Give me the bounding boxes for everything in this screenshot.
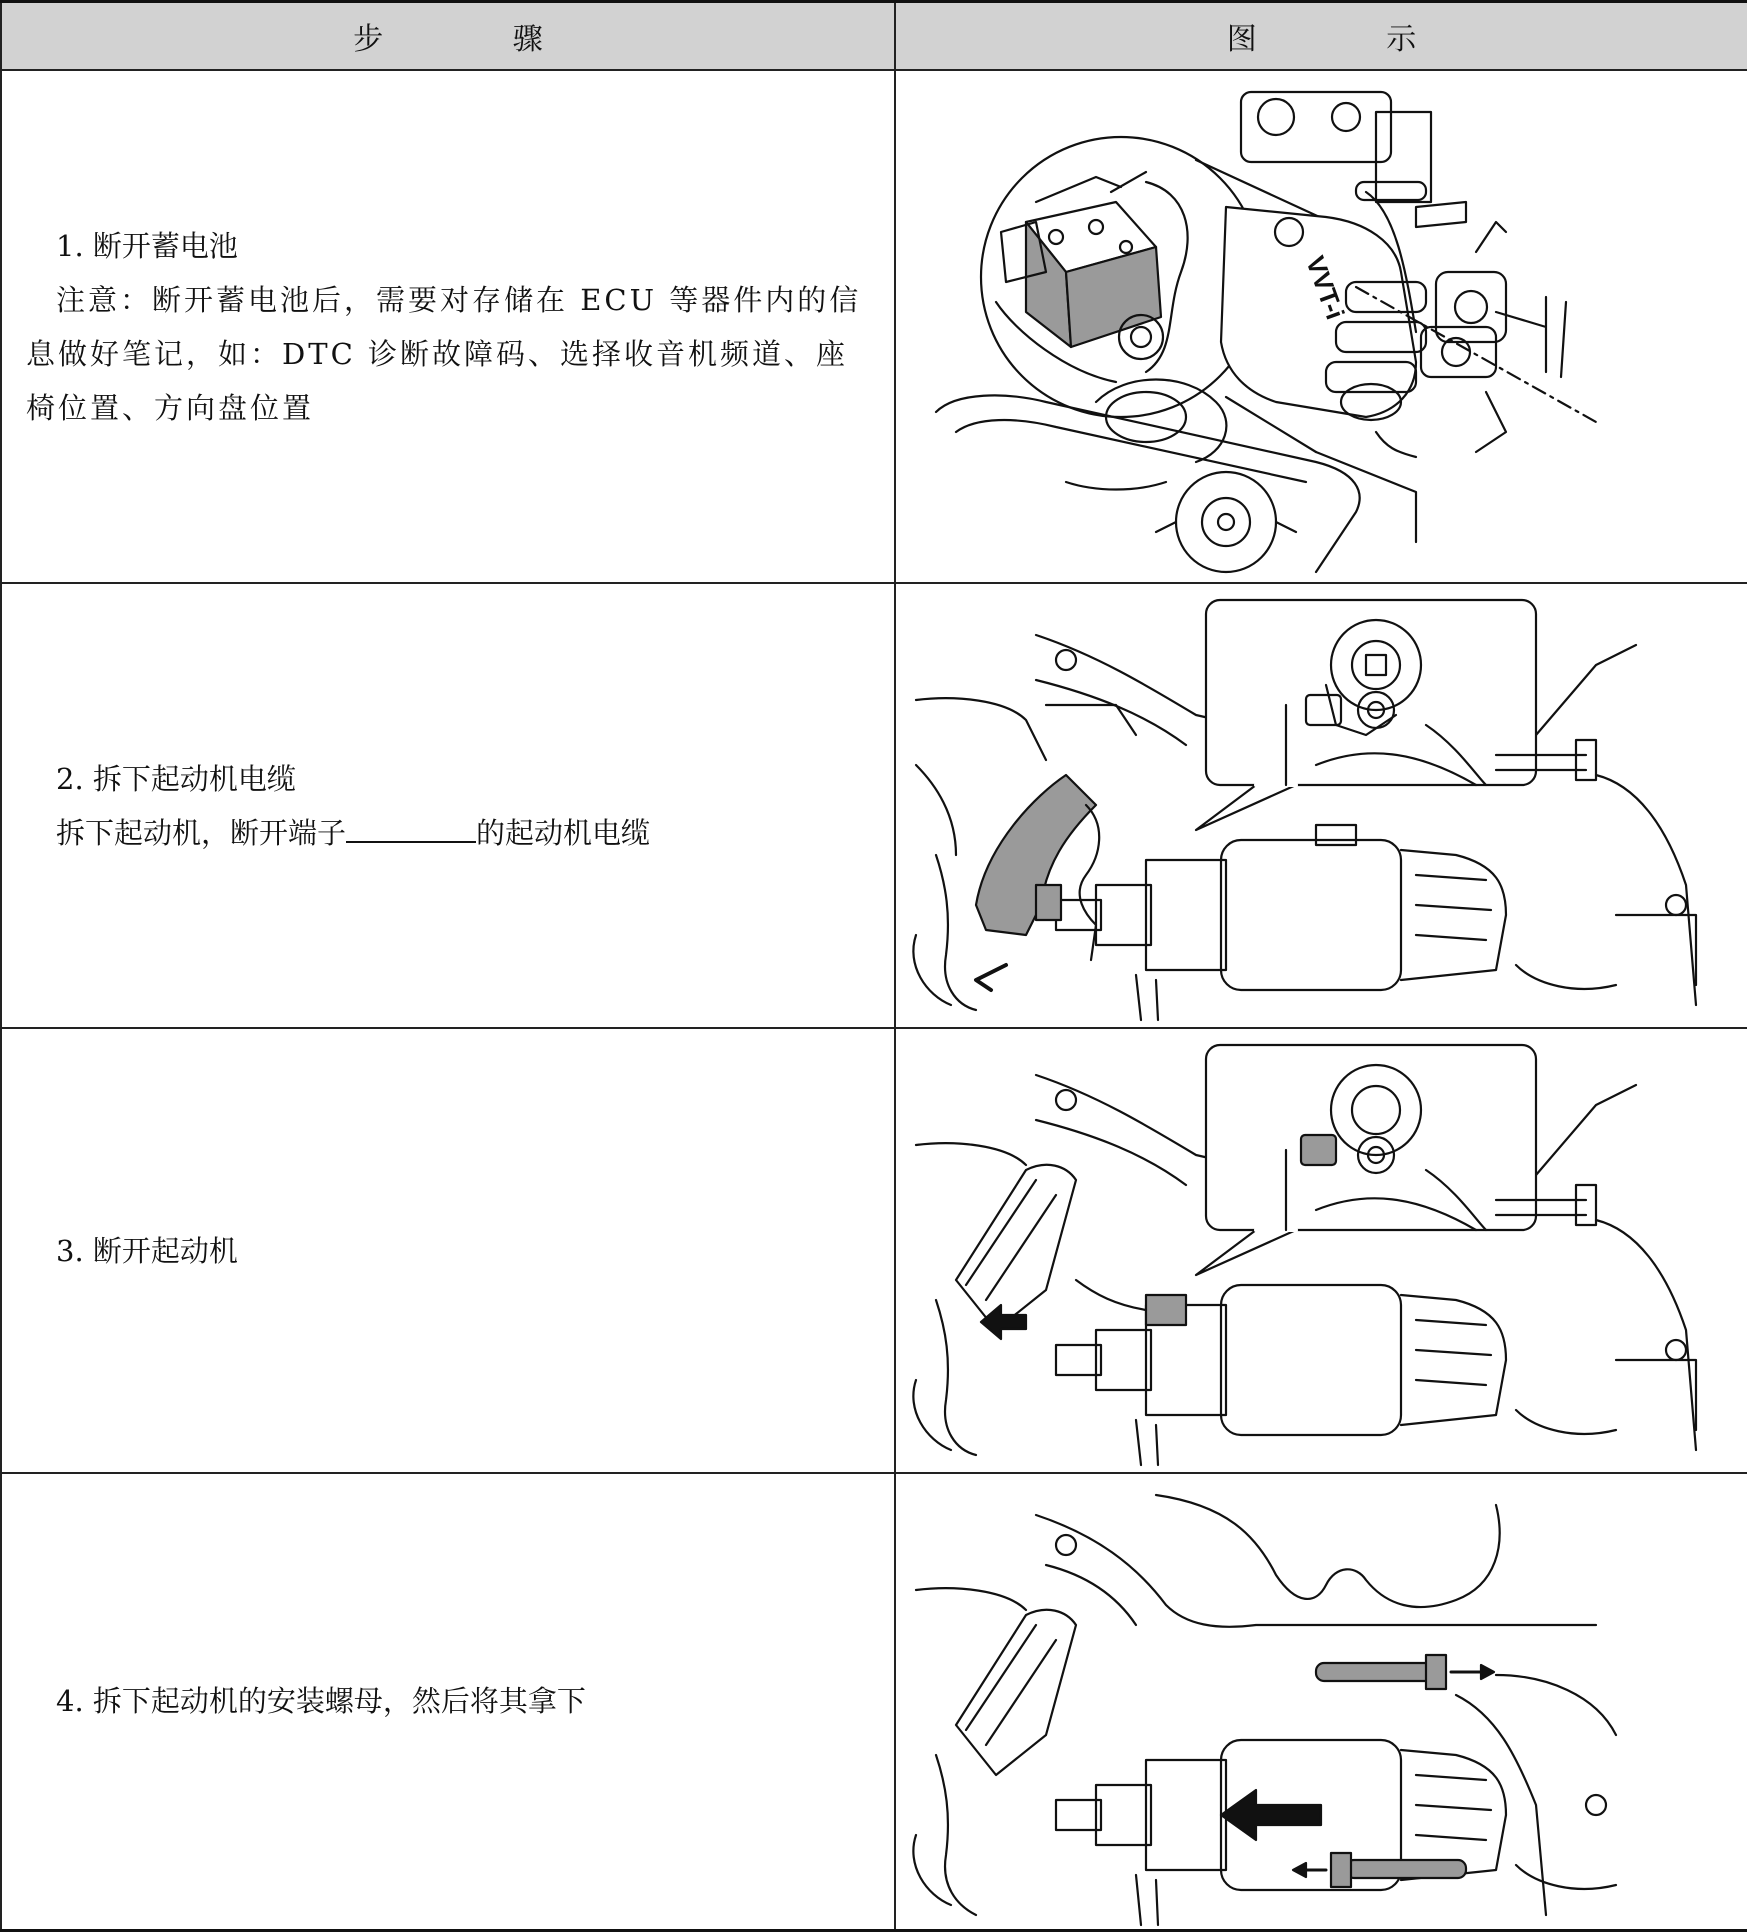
- figure-cell-2: [895, 583, 1747, 1028]
- answer-blank[interactable]: [346, 811, 476, 843]
- step-instruction-2: [56, 806, 870, 860]
- table-row: [1, 1473, 1747, 1930]
- step-title-4: 4. 拆下起动机的安装螺母，然后将其拿下: [56, 1684, 586, 1719]
- table-row: [1, 1028, 1747, 1473]
- step-note-line-2: 息做好笔记，如：DTC 诊断故障码、选择收音机频道、座: [26, 336, 849, 371]
- table-row: [1, 70, 1747, 583]
- starter-removal-illustration: [896, 1475, 1745, 1928]
- step-title-1: 1. 断开蓄电池: [56, 228, 238, 263]
- step-cell-4: [1, 1473, 895, 1930]
- table-header-row: [1, 2, 1747, 71]
- figure-cell-1: [895, 70, 1747, 583]
- battery-engine-illustration: [896, 72, 1745, 581]
- step-cell-2: [1, 583, 895, 1028]
- header-step: 步 骤: [1, 2, 895, 71]
- figure-cell-4: [895, 1473, 1747, 1930]
- instruction-text-before: 拆下起动机，断开端子: [56, 815, 347, 850]
- figure-cell-3: [895, 1028, 1747, 1473]
- step-note-line-3: 椅位置、方向盘位置: [26, 390, 315, 425]
- step-title-3: 3. 断开起动机: [56, 1233, 238, 1268]
- step-note-line-1: 注意：断开蓄电池后，需要对存储在 ECU 等器件内的信: [56, 282, 862, 317]
- step-cell-1: [1, 70, 895, 583]
- vvt-i-label: VVT-i: [1300, 252, 1351, 324]
- header-figure: 图 示: [895, 2, 1747, 71]
- instruction-text-after: 的起动机电缆: [476, 815, 651, 850]
- table-row: [1, 583, 1747, 1028]
- starter-cable-illustration: [896, 585, 1745, 1026]
- step-cell-3: [1, 1028, 895, 1473]
- step-title-2: 2. 拆下起动机电缆: [56, 761, 296, 796]
- starter-connector-illustration: [896, 1030, 1745, 1471]
